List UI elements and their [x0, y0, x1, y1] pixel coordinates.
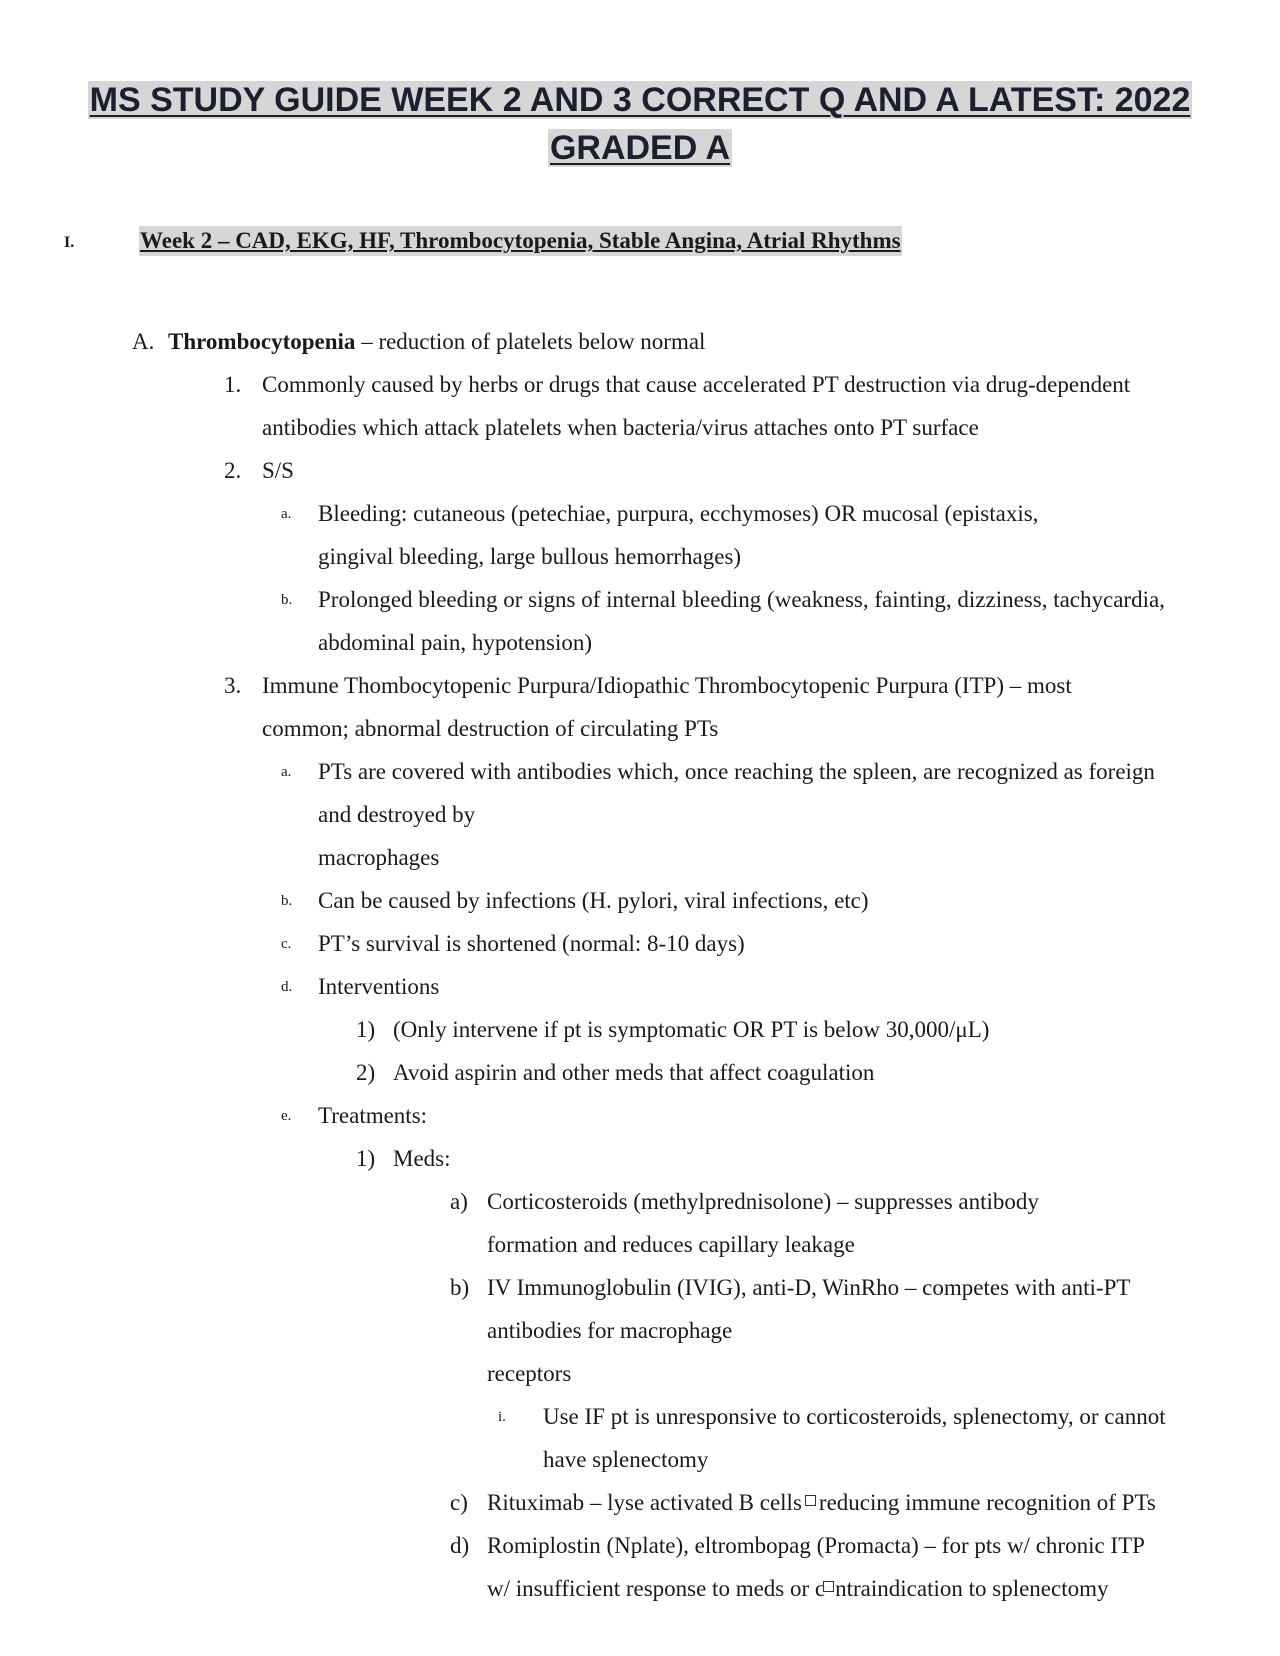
- med-c-text-after: reducing immune recognition of PTs: [818, 1490, 1156, 1515]
- item-2b-marker: b.: [281, 592, 293, 608]
- item-3b-marker: b.: [281, 893, 293, 909]
- intervention-1-text: (Only intervene if pt is symptomatic OR PT is below 30,000/μL): [393, 1017, 990, 1042]
- med-c-marker: c): [450, 1490, 468, 1515]
- med-d-line-2: [487, 1574, 1109, 1604]
- med-b-line-3: receptors: [487, 1361, 572, 1386]
- item-2a-marker: a.: [281, 506, 292, 522]
- med-a-marker: a): [450, 1189, 468, 1214]
- item-1-marker: 1.: [224, 372, 242, 397]
- missing-glyph-icon: [823, 1581, 834, 1592]
- med-a-line-2: formation and reduces capillary leakage: [487, 1232, 855, 1257]
- item-2a-line-1: Bleeding: cutaneous (petechiae, purpura, ecchymoses) OR mucosal (epistaxis,: [318, 501, 1039, 526]
- item-3e-marker: e.: [281, 1108, 292, 1124]
- item-3c-marker: c.: [281, 936, 292, 952]
- topic-a-term: Thrombocytopenia: [168, 329, 356, 354]
- item-2a-line-2: gingival bleeding, large bullous hemorrhages): [318, 544, 742, 569]
- intervention-2-text: Avoid aspirin and other meds that affect coagulation: [393, 1060, 875, 1085]
- document-title-line-2: GRADED A: [549, 129, 731, 167]
- med-d-line-2-before: w/ insufficient response to meds or c: [487, 1576, 826, 1601]
- med-d-marker: d): [450, 1533, 470, 1558]
- med-c-text: [487, 1488, 1156, 1518]
- med-b-line-1: IV Immunoglobulin (IVIG), anti-D, WinRho – competes with anti-PT: [487, 1275, 1131, 1300]
- item-2-marker: 2.: [224, 458, 242, 483]
- item-3-line-2: common; abnormal destruction of circulating PTs: [262, 716, 719, 741]
- item-2b-line-2: abdominal pain, hypotension): [318, 630, 593, 655]
- item-3a-line-3: macrophages: [318, 845, 440, 870]
- document-title-line-1: MS STUDY GUIDE WEEK 2 AND 3 CORRECT Q AND A LATEST: 2022: [89, 81, 1191, 119]
- med-b-i-line-2: have splenectomy: [543, 1447, 709, 1472]
- item-3a-marker: a.: [281, 764, 292, 780]
- med-a-line-1: Corticosteroids (methylprednisolone) – suppresses antibody: [487, 1189, 1039, 1214]
- med-d-line-1: Romiplostin (Nplate), eltrombopag (Promacta) – for pts w/ chronic ITP: [487, 1533, 1145, 1558]
- item-3a-line-2: and destroyed by: [318, 802, 476, 827]
- med-b-line-2: antibodies for macrophage: [487, 1318, 733, 1343]
- topic-a-marker: A.: [132, 329, 155, 354]
- item-3-line-1: Immune Thombocytopenic Purpura/Idiopathic Thrombocytopenic Purpura (ITP) – most: [262, 673, 1072, 698]
- item-3d-text: Interventions: [318, 974, 440, 999]
- item-3e-text: Treatments:: [318, 1103, 428, 1128]
- med-b-i-marker: i.: [498, 1409, 506, 1425]
- med-d-line-2-after: ntraindication to splenectomy: [835, 1576, 1109, 1601]
- item-3b-text: Can be caused by infections (H. pylori, viral infections, etc): [318, 888, 869, 913]
- med-b-i-line-1: Use IF pt is unresponsive to corticosteroids, splenectomy, or cannot: [543, 1404, 1166, 1429]
- topic-a-heading: [168, 327, 705, 357]
- intervention-1-marker: 1): [356, 1017, 376, 1042]
- item-2-text: S/S: [262, 458, 294, 483]
- item-3d-marker: d.: [281, 979, 293, 995]
- med-b-marker: b): [450, 1275, 470, 1300]
- item-1-line-1: Commonly caused by herbs or drugs that cause accelerated PT destruction via drug-dependent: [262, 372, 1131, 397]
- med-c-text-before: Rituximab – lyse activated B cells: [487, 1490, 802, 1515]
- meds-text: Meds:: [393, 1146, 451, 1171]
- section-title: Week 2 – CAD, EKG, HF, Thrombocytopenia, Stable Angina, Atrial Rhythms: [139, 226, 902, 256]
- item-3c-text: PT’s survival is shortened (normal: 8-10 days): [318, 931, 745, 956]
- intervention-2-marker: 2): [356, 1060, 376, 1085]
- section-marker: I.: [64, 234, 75, 251]
- item-1-line-2: antibodies which attack platelets when bacteria/virus attaches onto PT surface: [262, 415, 979, 440]
- item-3a-line-1: PTs are covered with antibodies which, once reaching the spleen, are recognized as foreign: [318, 759, 1155, 784]
- topic-a-definition: – reduction of platelets below normal: [355, 329, 706, 354]
- item-3-marker: 3.: [224, 673, 242, 698]
- item-2b-line-1: Prolonged bleeding or signs of internal bleeding (weakness, fainting, dizziness, tachycardia,: [318, 587, 1165, 612]
- arrow-placeholder-icon: [805, 1495, 816, 1506]
- meds-marker: 1): [356, 1146, 376, 1171]
